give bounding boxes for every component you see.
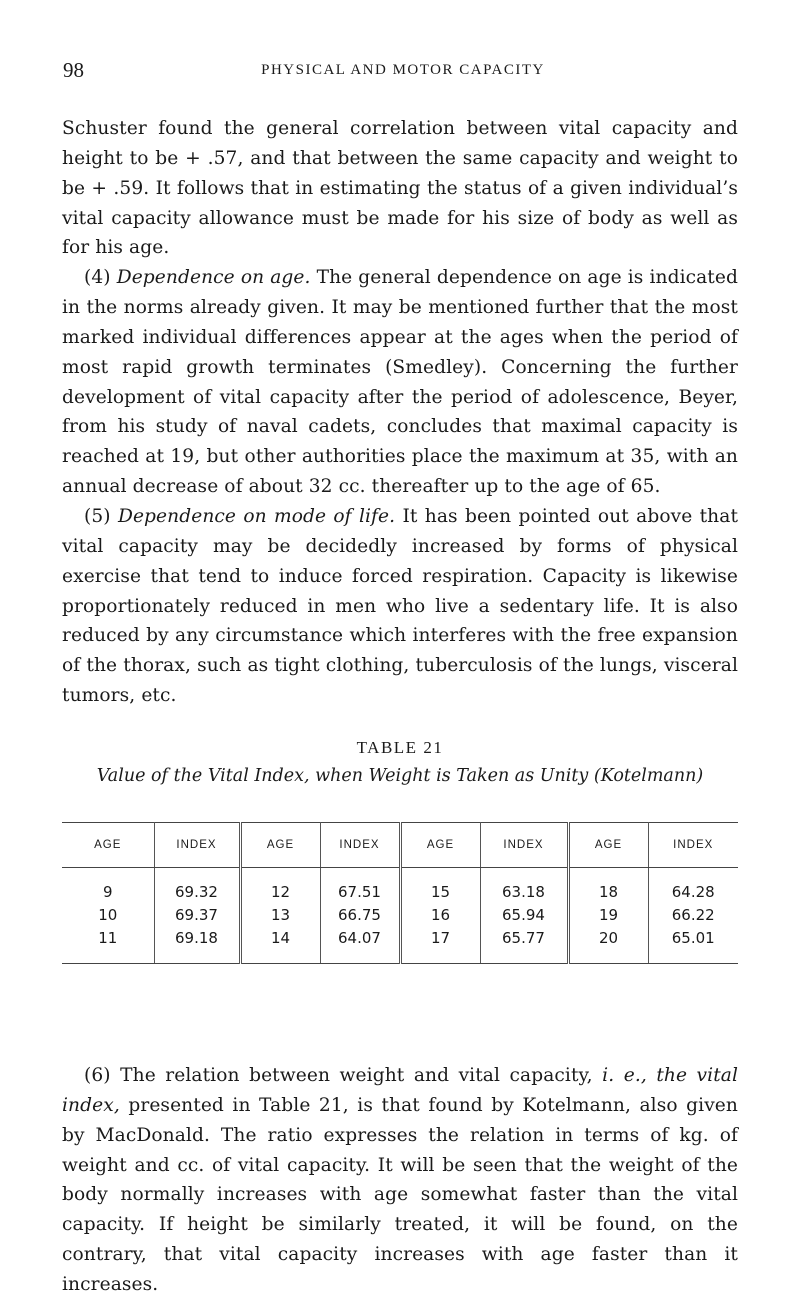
data-table bbox=[62, 822, 738, 964]
table-cell: 67.51 bbox=[320, 868, 400, 904]
table-cell: 14 bbox=[240, 926, 320, 964]
table-header-row bbox=[62, 823, 738, 868]
section-text: The relation between weight and vital capacity, bbox=[120, 1065, 593, 1086]
column-header: INDEX bbox=[480, 823, 568, 868]
paragraph-dependence-on-age bbox=[62, 263, 738, 502]
column-header: AGE bbox=[62, 823, 154, 868]
section-text: The general dependence on age is indicated in the norms already given. It may be mentioned further that the most marked individual differences appear at the ages when the period of most rapid growth terminates (Smedley). Concerning the further development of vital capacity after the period of adolescence, Beyer, from his study of naval cadets, concludes that maximal capacity is reached at 19, but other authorities place the maximum at 35, with an annual decrease of about 32 cc. thereafter up to the age of 65. bbox=[62, 267, 738, 498]
column-header: AGE bbox=[400, 823, 480, 868]
table-row bbox=[62, 903, 738, 926]
column-header: AGE bbox=[240, 823, 320, 868]
italic-phrase: i. e., the vital index, bbox=[62, 1065, 739, 1116]
table-cell: 64.28 bbox=[671, 882, 715, 901]
column-header: INDEX bbox=[648, 823, 738, 868]
column-header: AGE bbox=[568, 823, 648, 868]
vital-index-table bbox=[62, 822, 738, 964]
table-cell: 12 bbox=[240, 868, 320, 904]
table-cell: 64.07 bbox=[320, 926, 400, 964]
table-caption: Value of the Vital Index, when Weight is Taken as Unity (Kotelmann) bbox=[96, 766, 704, 786]
table-cell: 69.37 bbox=[154, 903, 240, 926]
table-row bbox=[62, 868, 738, 904]
section-heading: Dependence on mode of life. bbox=[117, 505, 396, 527]
paragraph-mode-of-life bbox=[62, 502, 738, 711]
section-text: It has been pointed out above that vital capacity may be decidedly increased by forms of physical exercise that tend to induce forced respiration. Capacity is likewise proportionately reduced in men who live a sedentary life. It is also reduced by any circumstance which interferes with the free expansion of the thorax, such as tight clothing, tuberculosis of the lungs, visceral tumors, etc. bbox=[62, 505, 739, 707]
table-cell: 65.77 bbox=[480, 926, 568, 964]
table-cell: 15 bbox=[400, 868, 480, 904]
section-number: (6) bbox=[84, 1065, 111, 1086]
table-cell: 66.75 bbox=[320, 903, 400, 926]
column-header: INDEX bbox=[154, 823, 240, 868]
section-number: (5) bbox=[84, 505, 111, 527]
table-cell: 17 bbox=[400, 926, 480, 964]
table-cell: 66.22 bbox=[671, 905, 715, 924]
table-cell: 11 bbox=[62, 926, 154, 964]
table-cell: 19 bbox=[568, 903, 648, 926]
paragraph-vital-index bbox=[62, 1061, 738, 1300]
section-heading: Dependence on age. bbox=[116, 267, 311, 289]
running-head: PHYSICAL AND MOTOR CAPACITY bbox=[261, 62, 545, 78]
section-text: presented in Table 21, is that found by Kotelmann, also given by MacDonald. The ratio expresses the relation in terms of kg. of weight and cc. of vital capacity. It will be seen that the weight of the body normally increases with age somewhat faster than the vital capacity. If height be similarly treated, it will be found, on the contrary, that vital capacity increases with age faster than it increases. bbox=[62, 1094, 738, 1295]
table-cell: 20 bbox=[568, 926, 648, 964]
table-cell: 69.32 bbox=[154, 868, 240, 904]
table-cell: 65.01 bbox=[648, 926, 738, 964]
column-header: INDEX bbox=[320, 823, 400, 868]
table-title: TABLE 21 bbox=[356, 738, 444, 757]
section-number: (4) bbox=[84, 267, 111, 289]
paragraph-schuster: Schuster found the general correlation between vital capacity and height to be + .57, and that between the same capacity and weight to be + .59. It follows that in estimating the status of a given individual’s vital capacity allowance must be made for his size of body as well as for his age. bbox=[62, 118, 738, 259]
table-cell: 65.94 bbox=[480, 903, 568, 926]
table-cell: 63.18 bbox=[480, 868, 568, 904]
page-header bbox=[63, 58, 743, 88]
table-cell: 10 bbox=[62, 903, 154, 926]
table-cell: 16 bbox=[400, 903, 480, 926]
table-cell: 69.18 bbox=[154, 926, 240, 964]
table-cell: 18 bbox=[568, 868, 648, 904]
body-text-bottom bbox=[62, 1061, 738, 1300]
table-cell: 13 bbox=[240, 903, 320, 926]
body-text-top bbox=[62, 114, 738, 711]
table-row bbox=[62, 926, 738, 964]
table-cell: 9 bbox=[62, 868, 154, 904]
page-number: 98 bbox=[63, 58, 84, 82]
